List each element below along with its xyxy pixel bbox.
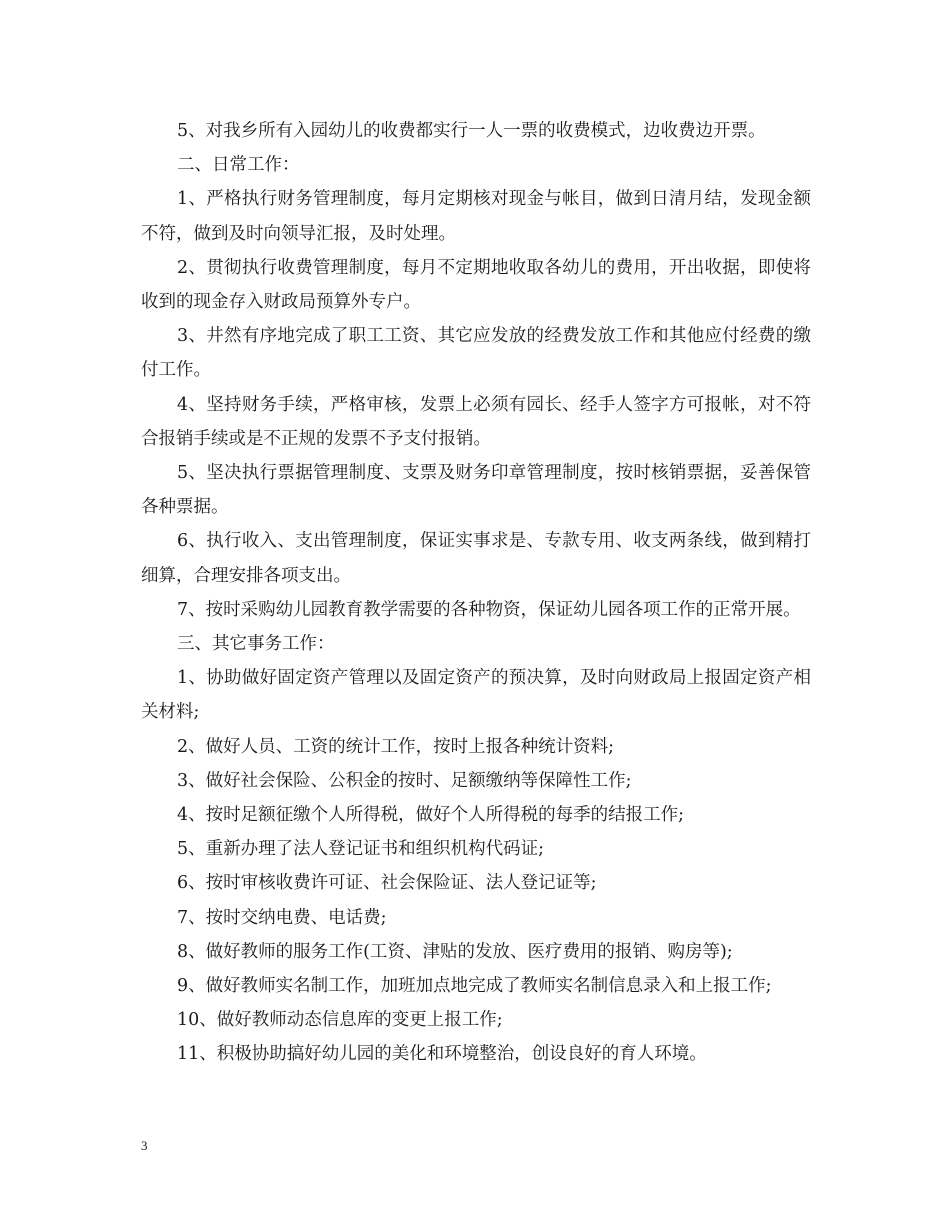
section-heading: 二、日常工作： bbox=[177, 155, 300, 176]
paragraph: 6、执行收入、支出管理制度，保证实事求是、专款专用、收支两条线，做到精打细算，合理安排各项支出。 bbox=[141, 531, 811, 586]
paragraph: 4、坚持财务手续，严格审核，发票上必须有园长、经手人签字方可报帐，对不符合报销手续或是不正规的发票不予支付报销。 bbox=[141, 394, 811, 449]
paragraph: 5、对我乡所有入园幼儿的收费都实行一人一票的收费模式，边收费边开票。 bbox=[177, 121, 766, 141]
paragraph: 2、贯彻执行收费管理制度，每月不定期地收取各幼儿的费用，开出收据，即使将收到的现金存入财政局预算外专户。 bbox=[141, 257, 811, 313]
paragraph: 1、协助做好固定资产管理以及固定资产的预决算，及时向财政局上报固定资产相关材料; bbox=[141, 668, 811, 723]
paragraph: 3、做好社会保险、公积金的按时、足额缴纳等保障性工作; bbox=[177, 770, 632, 791]
page-number: 3 bbox=[141, 1138, 148, 1153]
paragraph: 3、井然有序地完成了职工工资、其它应发放的经费发放工作和其他应付经费的缴付工作。 bbox=[141, 326, 811, 381]
paragraph: 9、做好教师实名制工作，加班加点地完成了教师实名制信息录入和上报工作; bbox=[177, 976, 772, 997]
paragraph: 7、按时采购幼儿园教育教学需要的各种物资，保证幼儿园各项工作的正常开展。 bbox=[177, 599, 801, 620]
section-heading: 三、其它事务工作： bbox=[177, 634, 335, 655]
paragraph: 6、按时审核收费许可证、社会保险证、法人登记证等; bbox=[177, 873, 597, 894]
paragraph: 10、做好教师动态信息库的变更上报工作; bbox=[177, 1010, 503, 1031]
paragraph: 2、做好人员、工资的统计工作，按时上报各种统计资料; bbox=[177, 736, 615, 757]
paragraph: 5、重新办理了法人登记证书和组织机构代码证; bbox=[177, 839, 545, 860]
document-body bbox=[141, 114, 811, 1072]
paragraph: 5、坚决执行票据管理制度、支票及财务印章管理制度，按时核销票据，妥善保管各种票据。 bbox=[141, 463, 811, 518]
paragraph: 1、严格执行财务管理制度，每月定期核对现金与帐目，做到日清月结，发现金额不符，做到及时向领导汇报，及时处理。 bbox=[141, 189, 811, 244]
paragraph: 4、按时足额征缴个人所得税，做好个人所得税的每季的结报工作; bbox=[177, 805, 685, 826]
paragraph: 11、积极协助搞好幼儿园的美化和环境整治，创设良好的育人环境。 bbox=[177, 1044, 707, 1065]
paragraph: 7、按时交纳电费、电话费; bbox=[177, 907, 387, 928]
paragraph: 8、做好教师的服务工作(工资、津贴的发放、医疗费用的报销、购房等); bbox=[177, 941, 733, 962]
